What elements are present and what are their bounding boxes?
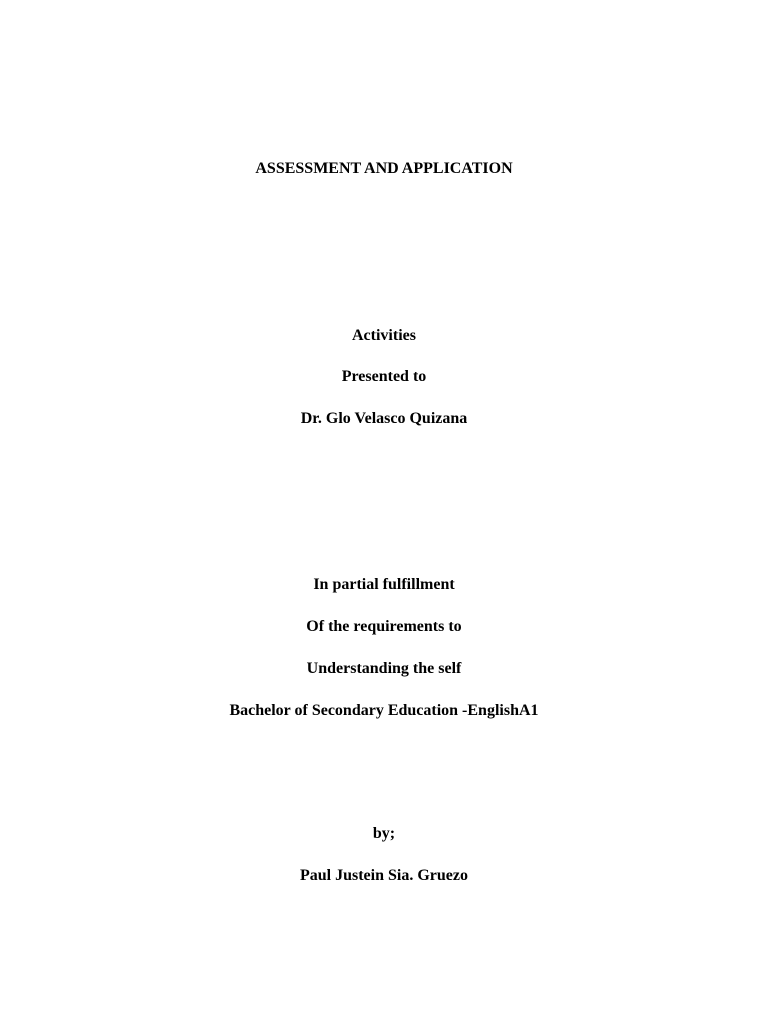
program-name: Bachelor of Secondary Education -EnglishA1 bbox=[229, 702, 539, 719]
subject-name: Understanding the self bbox=[306, 660, 462, 677]
fulfillment-text: In partial fulfillment bbox=[313, 576, 455, 593]
requirements-text: Of the requirements to bbox=[306, 618, 462, 635]
presented-to-text: Presented to bbox=[341, 368, 427, 385]
activities-heading: Activities bbox=[352, 327, 416, 344]
recipient-name: Dr. Glo Velasco Quizana bbox=[300, 410, 468, 427]
author-name: Paul Justein Sia. Gruezo bbox=[299, 867, 468, 884]
by-label: by; bbox=[372, 825, 396, 842]
document-title: ASSESSMENT AND APPLICATION bbox=[255, 160, 513, 177]
